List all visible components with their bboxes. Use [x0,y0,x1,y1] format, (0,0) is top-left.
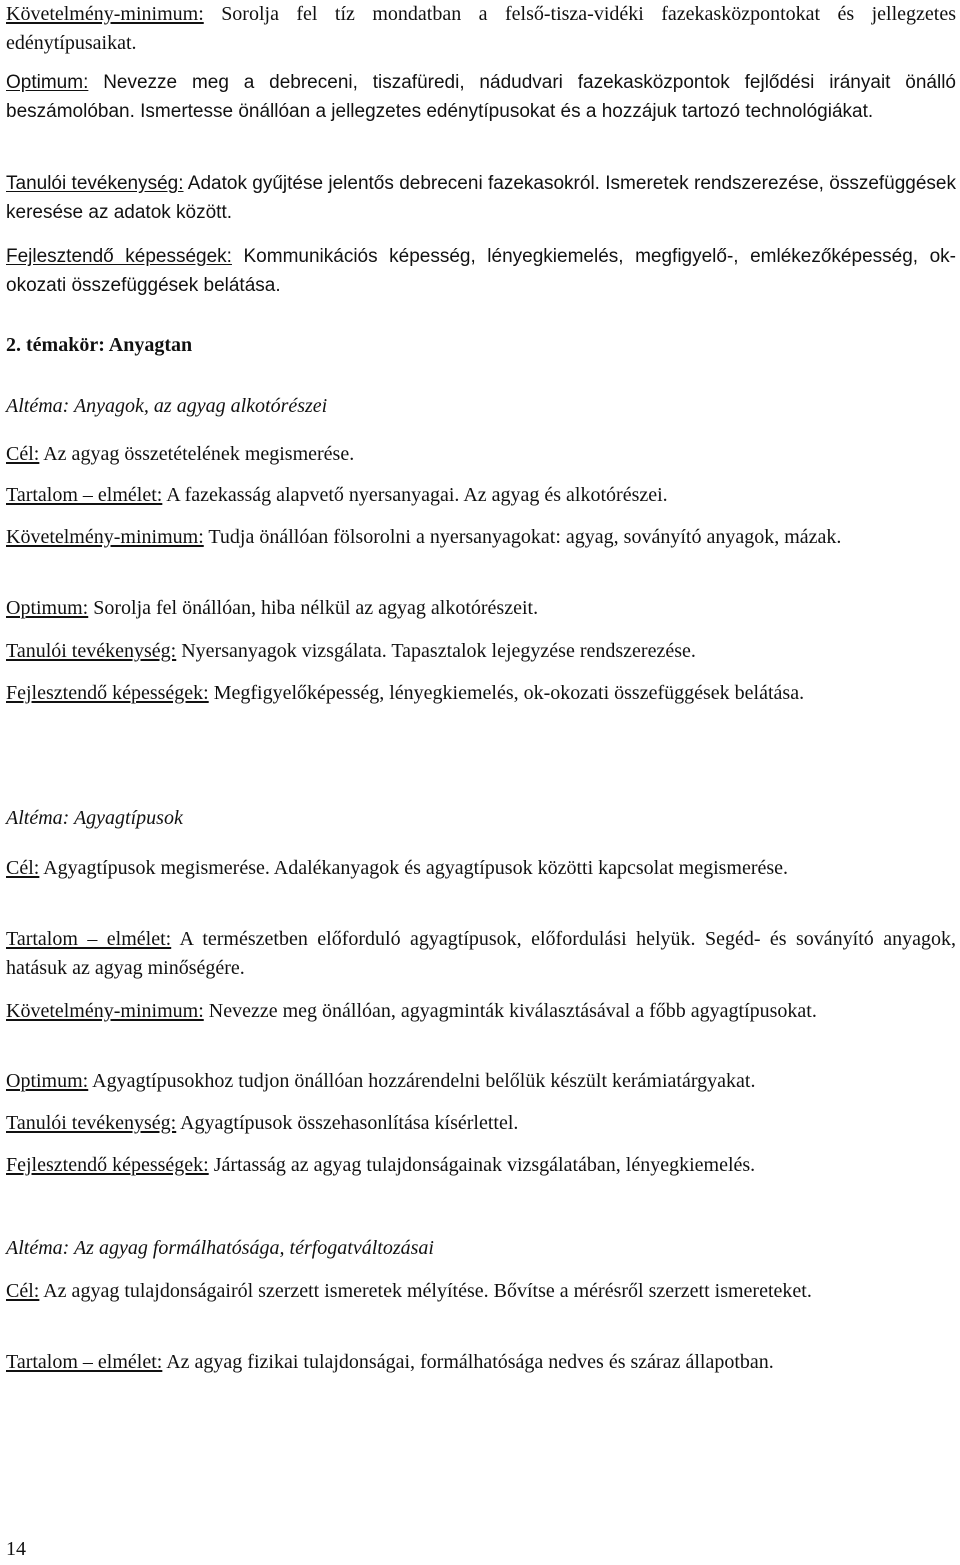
paragraph-text: Tudja önállóan fölsorolni a nyersanyagokat: agyag, soványító anyagok, mázak. [203,526,842,548]
paragraph-content-theory [6,925,956,983]
paragraph-text: Adatok gyűjtése jelentős debreceni fazekasokról. Ismeretek rendszerezése, összefüggések keresése az adatok között. [6,173,957,223]
paragraph-text: Agyagtípusokhoz tudjon önállóan hozzárendelni belőlük készült kerámiatárgyakat. [88,1070,756,1092]
paragraph-label: Cél: [6,857,40,879]
page-number: 14 [6,1538,26,1560]
paragraph-label: Cél: [6,1280,40,1302]
section-heading: 2. témakör: Anyagtan [6,334,193,356]
paragraph-label: Fejlesztendő képességek: [6,682,209,704]
paragraph-text: A természetben előforduló agyagtípusok, előfordulási helyük. Segéd- és soványító anyagok, hatásuk az agyag minőségére. [6,928,956,979]
paragraph-label: Tanulói tevékenység: [6,173,184,194]
paragraph-text: Az agyag fizikai tulajdonságai, formálhatósága nedves és száraz állapotban. [162,1351,774,1373]
paragraph-text: Sorolja fel tíz mondatban a felső-tisza-vidéki fazekasközpontokat és jellegzetes edénytípusaikat. [6,3,956,54]
paragraph-label: Optimum: [6,1070,89,1092]
subtopic-heading: Altéma: Az agyag formálhatósága, térfogatváltozásai [6,1237,434,1259]
paragraph-text: Nevezze meg a debreceni, tiszafüredi, nádudvari fazekasközpontok fejlődési irányait önálló beszámolóban. Ismertesse önállóan a jellegzetes edénytípusokat és a hozzájuk tartozó technológiákat. [6,72,956,122]
paragraph-label: Cél: [6,443,40,465]
paragraph-label: Fejlesztendő képességek: [6,1154,209,1176]
paragraph-label: Optimum: [6,597,89,619]
paragraph-text: Nyersanyagok vizsgálata. Tapasztalok lejegyzése rendszerezése. [176,640,696,662]
paragraph-label: Követelmény-minimum: [6,3,204,25]
paragraph-label: Tanulói tevékenység: [6,640,177,662]
paragraph-requirement-minimum [6,997,956,1026]
paragraph-text: Agyagtípusok összehasonlítása kísérlettel. [176,1112,519,1134]
paragraph-skills [6,1151,956,1180]
paragraph-label: Követelmény-minimum: [6,526,204,548]
paragraph-text: Agyagtípusok megismerése. Adalékanyagok és agyagtípusok közötti kapcsolat megismerése. [39,857,789,879]
paragraph-requirement-minimum [6,0,956,58]
paragraph-text: A fazekasság alapvető nyersanyagai. Az agyag és alkotórészei. [162,484,668,506]
paragraph-text: Nevezze meg önállóan, agyagminták kiválasztásával a főbb agyagtípusokat. [203,1000,817,1022]
paragraph-text: Az agyag összetételének megismerése. [39,443,355,465]
paragraph-label: Tanulói tevékenység: [6,1112,177,1134]
paragraph-goal [6,854,956,883]
paragraph-label: Tartalom – elmélet: [6,1351,163,1373]
paragraph-text: Jártasság az agyag tulajdonságainak vizsgálatában, lényegkiemelés. [208,1154,756,1176]
paragraph-student-activity [6,637,956,666]
paragraph-skills [6,679,956,708]
paragraph-goal [6,440,956,469]
paragraph-text: Megfigyelőképesség, lényegkiemelés, ok-okozati összefüggések belátása. [208,682,805,704]
paragraph-content-theory [6,1348,956,1377]
paragraph-student-activity [6,1109,956,1138]
paragraph-optimum [6,1067,956,1096]
paragraph-label: Követelmény-minimum: [6,1000,204,1022]
paragraph-skills [6,242,956,300]
paragraph-label: Tartalom – elmélet: [6,484,163,506]
paragraph-student-activity [6,169,956,227]
paragraph-text: Az agyag tulajdonságairól szerzett ismeretek mélyítése. Bővítse a mérésről szerzett ismereteket. [39,1280,812,1302]
paragraph-text: Sorolja fel önállóan, hiba nélkül az agyag alkotórészeit. [88,597,539,619]
paragraph-label: Optimum: [6,72,89,93]
paragraph-text: Kommunikációs képesség, lényegkiemelés, megfigyelő-, emlékezőképesség, ok-okozati összefüggések belátása. [6,246,956,296]
subtopic-heading: Altéma: Agyagtípusok [6,807,183,829]
paragraph-optimum [6,68,956,126]
paragraph-label: Fejlesztendő képességek: [6,246,232,267]
paragraph-content-theory [6,481,956,510]
subtopic-heading: Altéma: Anyagok, az agyag alkotórészei [6,395,328,417]
paragraph-requirement-minimum [6,523,956,552]
paragraph-label: Tartalom – elmélet: [6,928,172,950]
paragraph-goal [6,1277,956,1306]
paragraph-optimum [6,594,956,623]
